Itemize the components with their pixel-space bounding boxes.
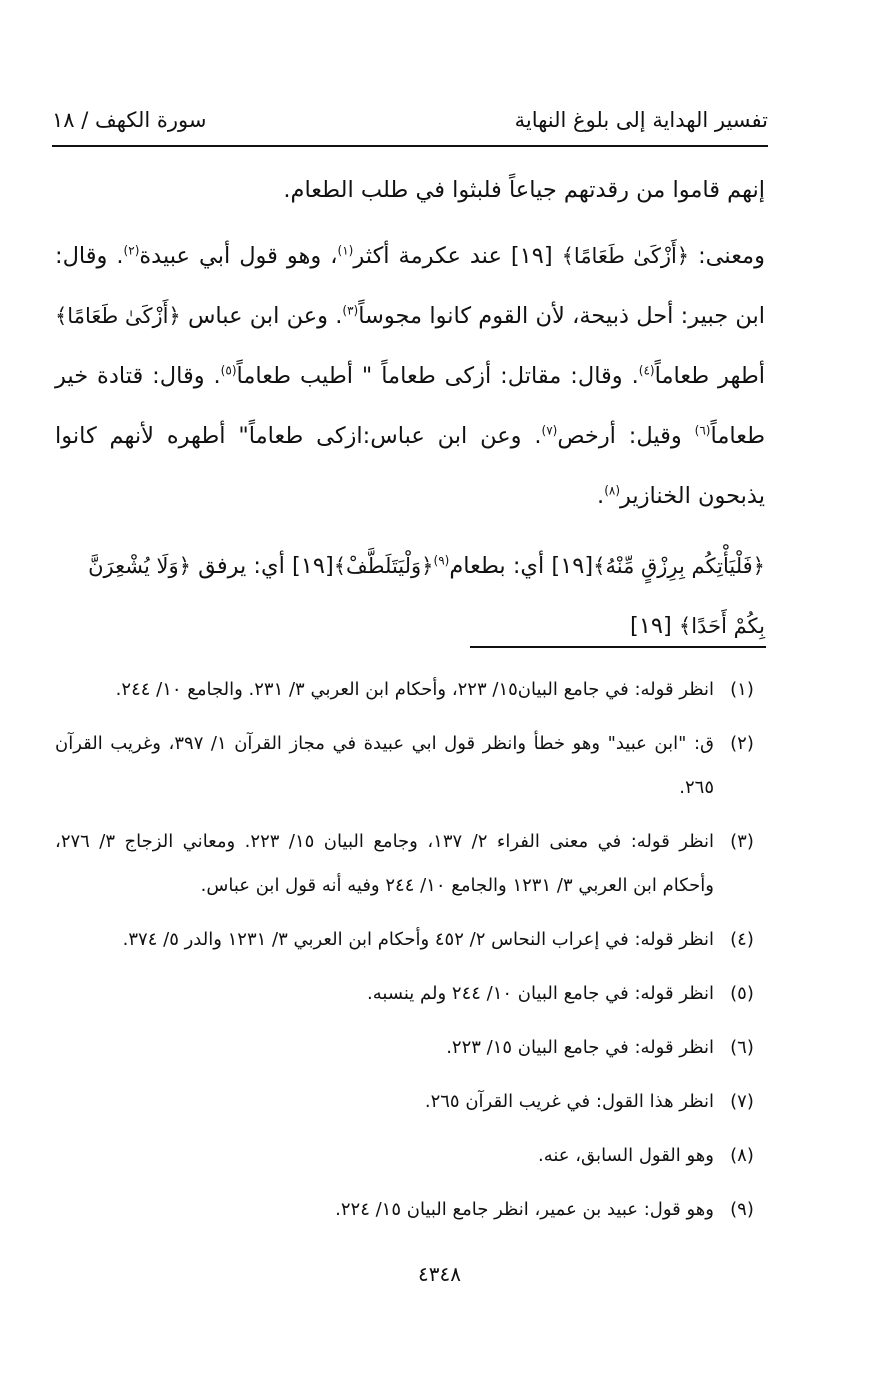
footnote-text: انظر قوله: في جامع البيان ١٠/ ٢٤٤ ولم ينسبه. (367, 983, 714, 1004)
text-span: [١٩] أي: بطعام (449, 553, 594, 579)
quran-quote: ﴿أَزْكَىٰ طَعَامًا﴾ (55, 304, 181, 328)
footnote-text: انظر قوله: في إعراب النحاس ٢/ ٤٥٢ وأحكام ابن العربي ٣/ ١٢٣١ والدر ٥/ ٣٧٤. (122, 929, 714, 950)
text-span: [١٩] عند عكرمة أكثر (353, 243, 562, 269)
footnote-item (55, 1134, 770, 1178)
main-text (55, 160, 765, 656)
surah-reference: سورة الكهف / ١٨ (52, 108, 207, 132)
footnote-number: (٩) (730, 1199, 754, 1220)
footnote-item (55, 972, 770, 1016)
footnote-ref[interactable]: (٤) (638, 363, 655, 378)
paragraph-2 (55, 226, 765, 526)
footnote-text: وهو القول السابق، عنه. (537, 1145, 714, 1166)
footnote-number: (٦) (730, 1037, 754, 1058)
footnote-number: (٨) (730, 1145, 754, 1166)
footnote-text: انظر هذا القول: في غريب القرآن ٢٦٥. (424, 1091, 714, 1112)
footnote-number: (٥) (730, 983, 754, 1004)
text-span: [١٩] (630, 613, 679, 639)
footnote-item (55, 918, 770, 962)
text-span: وقيل: أرخص (557, 423, 695, 449)
footnote-ref[interactable]: (٩) (433, 553, 450, 568)
footnote-ref[interactable]: (٨) (604, 483, 621, 498)
text-span: . وقال: قتادة خير طعاماً (55, 363, 765, 449)
paragraph-1 (55, 160, 765, 220)
footnote-text: وهو قول: عبيد بن عمير، انظر جامع البيان ١٥/ ٢٢٤. (335, 1199, 714, 1220)
footnote-number: (١) (730, 679, 754, 700)
footnote-ref[interactable]: (١) (337, 243, 354, 258)
header-rule (52, 145, 768, 147)
footnote-item (55, 1026, 770, 1070)
paragraph-3 (55, 536, 765, 656)
footnote-text: انظر قوله: في جامع البيان ١٥/ ٢٢٣. (446, 1037, 714, 1058)
footnote-item (55, 1080, 770, 1124)
footnotes (55, 668, 770, 1242)
quran-quote: ﴿أَزْكَىٰ طَعَامًا﴾ (561, 244, 690, 268)
text-span: . وقال: مقاتل: أزكى طعاماً " أطيب طعاماً (236, 363, 639, 389)
footnote-number: (٤) (730, 929, 754, 950)
text-span: [١٩] أي: يرفق (190, 553, 334, 579)
quran-quote: ﴿وَلَا يُشْعِرَنَّ بِكُمْ أَحَدًا﴾ (88, 554, 765, 638)
footnote-separator (470, 646, 766, 648)
footnote-item (55, 820, 770, 908)
text-span: . وعن ابن عباس:ازكى طعاماً" أطهره لأنهم كانوا يذبحون الخنازير (55, 423, 765, 509)
footnote-number: (٢) (730, 733, 754, 754)
footnote-item (55, 668, 770, 712)
running-header (52, 100, 768, 140)
book-title: تفسير الهداية إلى بلوغ النهاية (514, 108, 768, 132)
page-number: ٤٣٤٨ (418, 1262, 461, 1286)
footnote-ref[interactable]: (٥) (220, 363, 237, 378)
footnote-ref[interactable]: (٢) (123, 243, 140, 258)
footnote-text: انظر قوله: في معنى الفراء ٢/ ١٣٧، وجامع البيان ١٥/ ٢٢٣. ومعاني الزجاج ٣/ ٢٧٦، وأحكام ابن العربي ٣/ ١٢٣١ والجامع ١٠/ ٢٤٤ وفيه أنه قول ابن عباس. (55, 831, 715, 896)
paragraph-1-text: إنهم قاموا من رقدتهم جياعاً فلبثوا في طلب الطعام. (283, 177, 765, 203)
footnote-number: (٧) (730, 1091, 754, 1112)
text-span: ومعنى: (689, 243, 765, 269)
footnote-item (55, 722, 770, 810)
footnote-number: (٣) (730, 831, 754, 852)
footnote-ref[interactable]: (٣) (342, 303, 359, 318)
footnote-text: ق: "ابن عبيد" وهو خطأ وانظر قول ابي عبيدة في مجاز القرآن ١/ ٣٩٧، وغريب القرآن ٢٦٥. (55, 733, 714, 798)
text-span: أطهر طعاماً (654, 363, 765, 389)
footnote-ref[interactable]: (٧) (541, 423, 558, 438)
text-span: ، وهو قول أبي عبيدة (139, 243, 338, 269)
text-span: . وقال: ابن جبير: أحل ذبيحة، لأن القوم كانوا مجوساً (55, 243, 766, 329)
text-span: . (597, 483, 605, 509)
quran-quote: ﴿وَلْيَتَلَطَّفْ﴾ (333, 554, 434, 578)
text-span: . وعن ابن عباس (180, 303, 343, 329)
footnote-item (55, 1188, 770, 1232)
footnote-ref[interactable]: (٦) (694, 423, 711, 438)
quran-quote: ﴿فَلْيَأْتِكُم بِرِزْقٍ مِّنْهُ﴾ (593, 554, 765, 578)
footnote-text: انظر قوله: في جامع البيان١٥/ ٢٢٣، وأحكام ابن العربي ٣/ ٢٣١. والجامع ١٠/ ٢٤٤. (115, 679, 714, 700)
